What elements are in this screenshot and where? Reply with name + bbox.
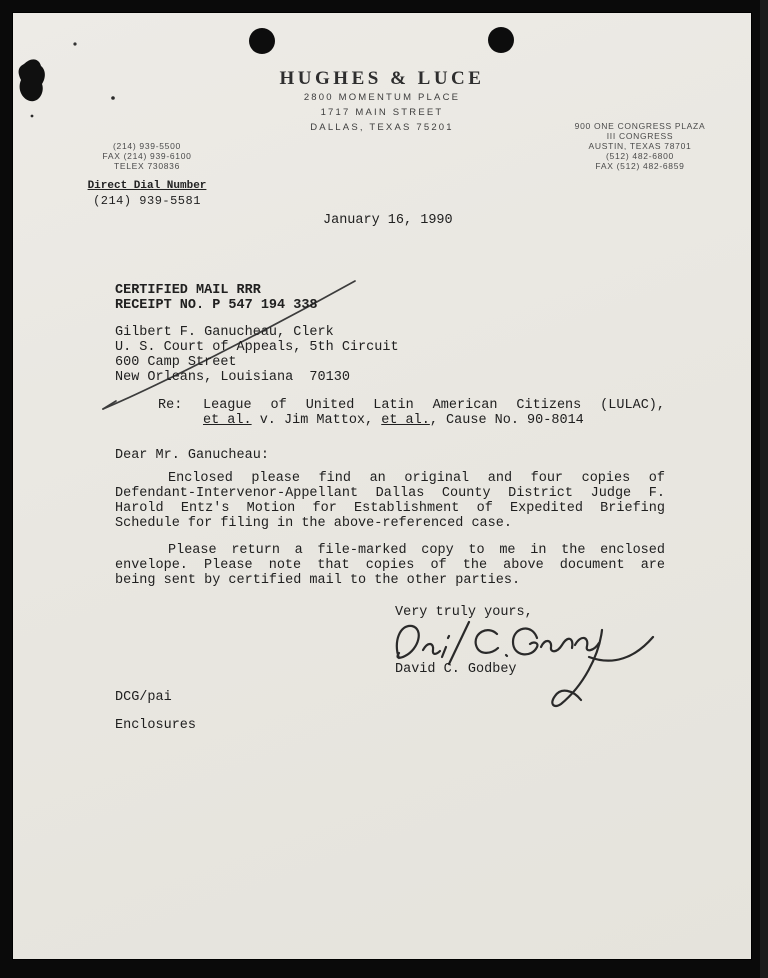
re-cause-line: et al. v. Jim Mattox, et al., Cause No. 90-8014 (203, 413, 584, 428)
re-block (158, 398, 665, 428)
re-label: Re: (158, 398, 183, 413)
austin-phone-line: (512) 482-6800 (606, 151, 674, 161)
dallas-contact-block (77, 141, 217, 208)
hole-punch-mark (488, 27, 514, 53)
firm-address-line: 2800 MOMENTUM PLACE (303, 92, 461, 103)
recipient-line: Gilbert F. Ganucheau, Clerk (115, 325, 334, 340)
body-line: Please return a file-marked copy to me in the enclosed (168, 543, 665, 558)
direct-dial-number: (214) 939-5581 (93, 194, 201, 208)
phone-line: (214) 939-5500 (113, 141, 181, 151)
recipient-line: U. S. Court of Appeals, 5th Circuit (115, 340, 399, 355)
hole-punch-mark (249, 28, 275, 54)
receipt-number: RECEIPT NO. P 547 194 338 (115, 298, 318, 313)
direct-dial-label: Direct Dial Number (87, 180, 207, 192)
body-line: Enclosed please find an original and four copies of (168, 471, 665, 486)
austin-address-line: AUSTIN, TEXAS 78701 (588, 141, 692, 151)
closing-phrase: Very truly yours, (395, 605, 533, 620)
re-case-line: League of United Latin American Citizens (LULAC), (203, 398, 665, 413)
recipient-line: 600 Camp Street (115, 355, 237, 370)
enclosures-notation: Enclosures (115, 718, 197, 733)
austin-fax-line: FAX (512) 482-6859 (595, 161, 685, 171)
et-al-text: et al. (203, 413, 252, 428)
reference-initials: DCG/pai (115, 690, 172, 705)
firm-address-line: DALLAS, TEXAS 75201 (310, 122, 454, 133)
salutation: Dear Mr. Ganucheau: (115, 448, 269, 463)
et-al-text: et al. (381, 413, 430, 428)
paper-speck (73, 42, 76, 45)
recipient-address-block (115, 325, 399, 385)
austin-address-line: III CONGRESS (606, 131, 674, 141)
body-line: Harold Entz's Motion for Establishment of Expedited Briefing (115, 501, 665, 516)
austin-contact-block (540, 121, 740, 171)
firm-name: HUGHES & LUCE (279, 68, 485, 89)
firm-address-line: 1717 MAIN STREET (320, 107, 444, 118)
fax-line: FAX (214) 939-6100 (102, 151, 192, 161)
letter-page (12, 12, 752, 960)
body-line: envelope. Please note that copies of the above document are (115, 558, 665, 573)
body-line: Schedule for filing in the above-referenced case. (115, 516, 512, 531)
scanner-edge-strip (760, 0, 768, 978)
recipient-line: New Orleans, Louisiana 70130 (115, 370, 350, 385)
austin-address-line: 900 ONE CONGRESS PLAZA (574, 121, 706, 131)
telex-line: TELEX 730836 (113, 161, 181, 171)
body-paragraph-1 (115, 471, 665, 531)
body-line: Defendant-Intervenor-Appellant Dallas County District Judge F. (115, 486, 665, 501)
body-paragraph-2 (115, 543, 665, 588)
body-line: being sent by certified mail to the other parties. (115, 573, 521, 588)
mail-method: CERTIFIED MAIL RRR (115, 283, 261, 298)
letter-date: January 16, 1990 (323, 213, 453, 228)
signer-name: David C. Godbey (395, 662, 517, 677)
